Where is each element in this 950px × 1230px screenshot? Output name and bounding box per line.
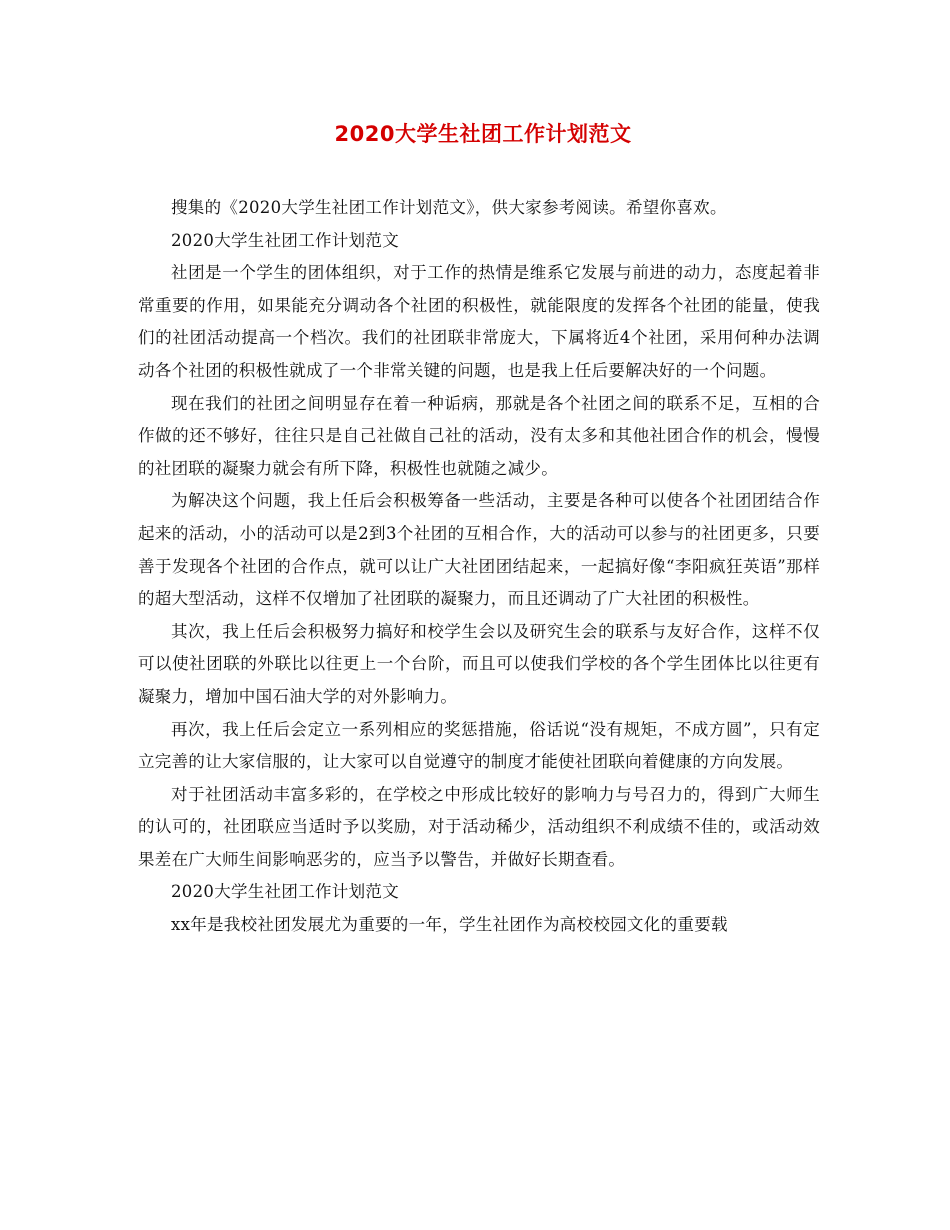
paragraph-intro: 搜集的《2020大学生社团工作计划范文》，供大家参考阅读。希望你喜欢。	[171, 198, 727, 217]
paragraph: 现在我们的社团之间明显存在着一种诟病，那就是各个社团之间的联系不足，互相的合作做的还不够好，往往只是自己社做自己社的活动，没有太多和其他社团合作的机会，慢慢的社团联的凝聚力就会有所下降，积极性也就随之减少。	[138, 393, 820, 478]
paragraph: 其次，我上任后会积极努力搞好和校学生会以及研究生会的联系与友好合作，这样不仅可以使社团联的外联比以往更上一个台阶，而且可以使我们学校的各个学生团体比以往更有凝聚力，增加中国石油大学的对外影响力。	[138, 621, 820, 706]
document-body	[138, 192, 820, 942]
paragraph: 为解决这个问题，我上任后会积极筹备一些活动，主要是各种可以使各个社团团结合作起来的活动，小的活动可以是2到3个社团的互相合作，大的活动可以参与的社团更多，只要善于发现各个社团的合作点，就可以让广大社团团结起来，一起搞好像“李阳疯狂英语”那样的超大型活动，这样不仅增加了社团联的凝聚力，而且还调动了广大社团的积极性。	[138, 491, 820, 609]
paragraph: 再次，我上任后会定立一系列相应的奖惩措施，俗话说“没有规矩，不成方圆”，只有定立完善的让大家信服的，让大家可以自觉遵守的制度才能使社团联向着健康的方向发展。	[138, 719, 820, 772]
paragraph: 社团是一个学生的团体组织，对于工作的热情是维系它发展与前进的动力，态度起着非常重要的作用，如果能充分调动各个社团的积极性，就能限度的发挥各个社团的能量，使我们的社团活动提高一个档次。我们的社团联非常庞大，下属将近4个社团，采用何种办法调动各个社团的积极性就成了一个非常关键的问题，也是我上任后要解决好的一个问题。	[138, 263, 820, 380]
paragraph-subheading: 2020大学生社团工作计划范文	[171, 882, 399, 902]
paragraph: xx年是我校社团发展尤为重要的一年，学生社团作为高校校园文化的重要载	[171, 915, 728, 935]
paragraph-subheading: 2020大学生社团工作计划范文	[171, 230, 399, 250]
document-title: 2020大学生社团工作计划范文	[334, 122, 632, 146]
paragraph: 对于社团活动丰富多彩的，在学校之中形成比较好的影响力与号召力的，得到广大师生的认可的，社团联应当适时予以奖励，对于活动稀少，活动组织不利成绩不佳的，或活动效果差在广大师生间影响恶劣的，应当予以警告，并做好长期查看。	[138, 784, 820, 869]
